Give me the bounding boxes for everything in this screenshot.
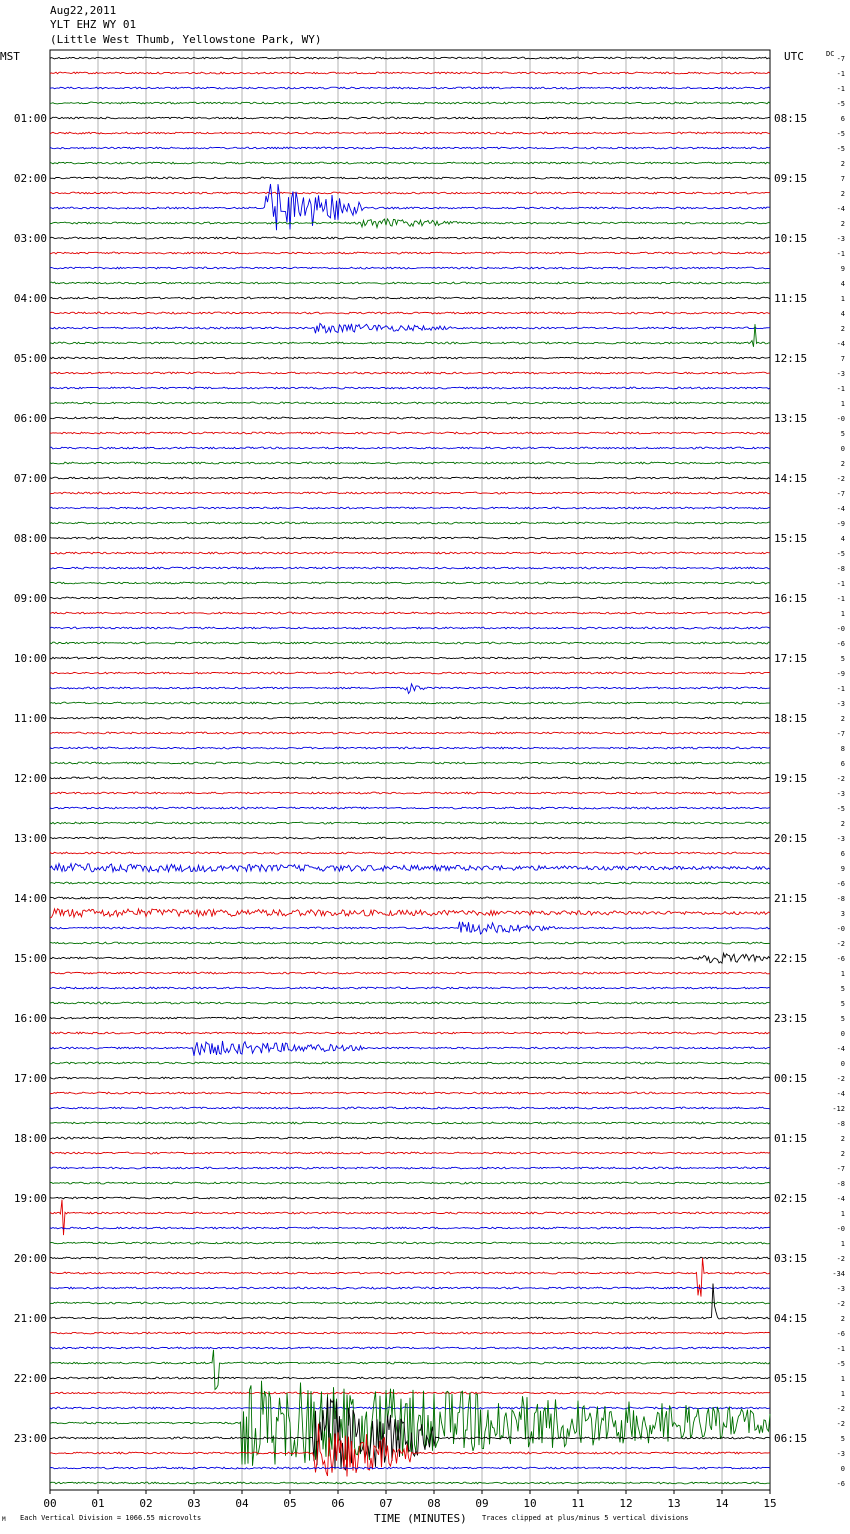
dc-offset-value: 1 — [840, 1240, 845, 1248]
left-hour-label: 18:00 — [13, 1132, 47, 1145]
dc-offset-value: -3 — [836, 790, 845, 798]
station-location: (Little West Thumb, Yellowstone Park, WY) — [50, 33, 322, 46]
seismic-trace — [50, 807, 770, 809]
seismic-trace — [50, 627, 770, 629]
left-hour-label: 22:00 — [13, 1372, 47, 1385]
plot-date: Aug22,2011 — [50, 4, 117, 17]
dc-offset-value: -3 — [836, 700, 845, 708]
dc-offset-value: -2 — [836, 775, 845, 783]
seismic-trace — [50, 1062, 770, 1064]
seismic-trace — [50, 972, 770, 974]
seismic-trace — [50, 147, 770, 149]
seismic-trace — [50, 1032, 770, 1034]
dc-offset-value: 2 — [840, 1135, 845, 1143]
seismic-trace — [50, 102, 770, 104]
dc-offset-value: -9 — [836, 520, 845, 528]
dc-offset-value: -4 — [836, 1090, 845, 1098]
dc-offset-value: -4 — [836, 1195, 845, 1203]
seismic-trace — [50, 1077, 770, 1079]
seismic-trace — [50, 252, 770, 254]
dc-offset-value: -5 — [836, 550, 845, 558]
x-tick-label: 00 — [43, 1497, 57, 1510]
left-hour-label: 13:00 — [13, 832, 47, 845]
seismic-trace — [50, 1197, 770, 1199]
plot-frame — [50, 50, 770, 1490]
dc-offset-value: 1 — [840, 970, 845, 978]
corner-mark: M — [2, 1516, 6, 1523]
dc-offset-value: 1 — [840, 1390, 845, 1398]
dc-offset-value: 5 — [840, 985, 845, 993]
dc-offset-value: 5 — [840, 1000, 845, 1008]
seismic-trace — [50, 1227, 770, 1229]
dc-offset-value: 7 — [840, 355, 845, 363]
dc-offset-value: 8 — [840, 745, 845, 753]
seismic-trace — [50, 1152, 770, 1154]
dc-offset-header: DC — [826, 50, 835, 58]
seismic-trace — [50, 1182, 770, 1184]
dc-offset-value: 2 — [840, 190, 845, 198]
right-hour-label: 15:15 — [774, 532, 808, 545]
dc-offset-value: 2 — [840, 1150, 845, 1158]
seismic-trace — [50, 267, 770, 269]
station-code: YLT EHZ WY 01 — [50, 18, 137, 31]
dc-offset-value: 0 — [840, 1465, 845, 1473]
left-hour-label: 07:00 — [13, 472, 47, 485]
left-hour-label: 12:00 — [13, 772, 47, 785]
seismic-trace — [50, 219, 770, 228]
dc-offset-value: -5 — [836, 805, 845, 813]
right-hour-label: 17:15 — [774, 652, 808, 665]
right-hour-label: 00:15 — [774, 1072, 808, 1085]
seismic-trace — [50, 777, 770, 779]
dc-offset-value: -7 — [836, 490, 845, 498]
dc-offset-value: -4 — [836, 340, 845, 348]
dc-offset-value: -0 — [836, 925, 845, 933]
dc-offset-value: 9 — [840, 265, 845, 273]
seismic-trace — [50, 897, 770, 899]
dc-offset-value: -2 — [836, 1075, 845, 1083]
right-hour-label: 19:15 — [774, 772, 808, 785]
seismic-trace — [50, 1302, 770, 1304]
seismic-trace — [50, 922, 770, 934]
dc-offset-value: -3 — [836, 835, 845, 843]
dc-offset-value: 2 — [840, 715, 845, 723]
seismic-trace — [50, 612, 770, 614]
dc-offset-value: -6 — [836, 1330, 845, 1338]
right-hour-label: 08:15 — [774, 112, 808, 125]
dc-offset-value: 0 — [840, 445, 845, 453]
dc-offset-value: -6 — [836, 640, 845, 648]
seismic-trace — [50, 537, 770, 539]
right-timezone-label: UTC — [784, 50, 804, 63]
dc-offset-value: 5 — [840, 1015, 845, 1023]
dc-offset-value: -4 — [836, 205, 845, 213]
dc-offset-value: -2 — [836, 1300, 845, 1308]
dc-offset-value: 2 — [840, 460, 845, 468]
seismic-trace — [50, 942, 770, 944]
right-hour-label: 14:15 — [774, 472, 808, 485]
left-timezone-label: MST — [0, 50, 20, 63]
left-hour-label: 02:00 — [13, 172, 47, 185]
x-axis-label: TIME (MINUTES) — [374, 1512, 467, 1525]
seismic-trace — [50, 87, 770, 89]
x-tick-label: 09 — [475, 1497, 489, 1510]
seismic-trace — [50, 522, 770, 524]
left-hour-label: 17:00 — [13, 1072, 47, 1085]
dc-offset-value: -3 — [836, 235, 845, 243]
seismic-trace — [50, 552, 770, 554]
dc-offset-value: 0 — [840, 1030, 845, 1038]
seismic-trace — [50, 462, 770, 464]
dc-offset-value: -8 — [836, 1180, 845, 1188]
seismic-trace — [50, 762, 770, 764]
right-hour-label: 04:15 — [774, 1312, 808, 1325]
seismic-trace — [50, 357, 770, 359]
right-hour-label: 06:15 — [774, 1432, 808, 1445]
dc-offset-value: -34 — [832, 1270, 845, 1278]
left-hour-label: 16:00 — [13, 1012, 47, 1025]
left-hour-label: 21:00 — [13, 1312, 47, 1325]
dc-offset-value: -3 — [836, 1450, 845, 1458]
dc-offset-value: -9 — [836, 670, 845, 678]
dc-offset-value: -2 — [836, 1255, 845, 1263]
x-tick-label: 07 — [379, 1497, 393, 1510]
seismic-trace — [50, 852, 770, 854]
dc-offset-value: 4 — [840, 535, 845, 543]
seismic-trace — [50, 387, 770, 389]
dc-offset-value: -5 — [836, 130, 845, 138]
seismic-trace — [50, 1167, 770, 1169]
seismic-trace — [50, 492, 770, 494]
seismic-trace — [50, 567, 770, 569]
x-tick-label: 14 — [715, 1497, 729, 1510]
dc-offset-value: 2 — [840, 325, 845, 333]
x-tick-label: 15 — [763, 1497, 777, 1510]
dc-offset-value: -6 — [836, 1480, 845, 1488]
seismic-trace — [50, 1041, 770, 1056]
dc-offset-value: -1 — [836, 250, 845, 258]
x-tick-label: 06 — [331, 1497, 345, 1510]
seismic-trace — [50, 192, 770, 194]
dc-offset-value: -3 — [836, 370, 845, 378]
right-hour-label: 02:15 — [774, 1192, 808, 1205]
x-tick-label: 04 — [235, 1497, 249, 1510]
dc-offset-value: 7 — [840, 175, 845, 183]
seismic-trace — [50, 372, 770, 374]
left-hour-label: 05:00 — [13, 352, 47, 365]
dc-offset-value: -8 — [836, 565, 845, 573]
right-hour-label: 18:15 — [774, 712, 808, 725]
left-hour-label: 01:00 — [13, 112, 47, 125]
dc-offset-value: -5 — [836, 1360, 845, 1368]
dc-offset-value: 5 — [840, 655, 845, 663]
x-tick-label: 13 — [667, 1497, 681, 1510]
dc-offset-value: 1 — [840, 1210, 845, 1218]
right-hour-label: 20:15 — [774, 832, 808, 845]
left-hour-label: 10:00 — [13, 652, 47, 665]
x-tick-label: 01 — [91, 1497, 105, 1510]
left-hour-label: 03:00 — [13, 232, 47, 245]
left-hour-label: 23:00 — [13, 1432, 47, 1445]
left-hour-label: 04:00 — [13, 292, 47, 305]
seismic-trace — [50, 684, 770, 694]
seismic-trace — [50, 953, 770, 963]
seismic-trace — [50, 1332, 770, 1334]
seismic-trace — [50, 57, 770, 59]
right-hour-label: 01:15 — [774, 1132, 808, 1145]
x-tick-label: 05 — [283, 1497, 297, 1510]
seismic-trace — [50, 582, 770, 584]
seismic-trace — [50, 432, 770, 434]
right-hour-label: 22:15 — [774, 952, 808, 965]
right-hour-label: 10:15 — [774, 232, 808, 245]
seismic-trace — [50, 1350, 770, 1390]
seismic-trace — [50, 417, 770, 419]
seismic-trace — [50, 507, 770, 509]
seismic-trace — [50, 1092, 770, 1094]
seismic-trace — [50, 732, 770, 734]
dc-offset-value: 5 — [840, 1435, 845, 1443]
dc-offset-value: -6 — [836, 955, 845, 963]
seismic-trace — [50, 117, 770, 119]
right-hour-label: 11:15 — [774, 292, 808, 305]
seismic-trace — [50, 1137, 770, 1139]
x-tick-label: 12 — [619, 1497, 633, 1510]
dc-offset-value: -0 — [836, 625, 845, 633]
dc-offset-value: -1 — [836, 70, 845, 78]
left-hour-label: 20:00 — [13, 1252, 47, 1265]
seismic-trace — [50, 323, 770, 333]
seismic-trace — [50, 717, 770, 719]
seismic-trace — [50, 1287, 770, 1289]
right-hour-label: 23:15 — [774, 1012, 808, 1025]
seismic-trace — [50, 702, 770, 704]
seismic-trace — [50, 72, 770, 74]
left-hour-label: 14:00 — [13, 892, 47, 905]
seismic-trace — [50, 987, 770, 989]
dc-offset-value: -4 — [836, 1045, 845, 1053]
dc-offset-value: 4 — [840, 310, 845, 318]
seismic-trace — [50, 864, 770, 872]
dc-offset-value: -2 — [836, 1405, 845, 1413]
dc-offset-value: 4 — [840, 280, 845, 288]
dc-offset-value: -7 — [836, 1165, 845, 1173]
dc-offset-value: -8 — [836, 895, 845, 903]
seismic-trace — [50, 1107, 770, 1109]
right-hour-label: 21:15 — [774, 892, 808, 905]
dc-offset-value: 1 — [840, 1375, 845, 1383]
seismic-trace — [50, 282, 770, 284]
x-tick-label: 11 — [571, 1497, 585, 1510]
dc-offset-value: -2 — [836, 475, 845, 483]
seismic-trace — [50, 792, 770, 794]
left-hour-label: 11:00 — [13, 712, 47, 725]
seismic-trace — [50, 1392, 770, 1394]
dc-offset-value: -1 — [836, 85, 845, 93]
dc-offset-value: -7 — [836, 55, 845, 63]
dc-offset-value: 5 — [840, 430, 845, 438]
dc-offset-value: 1 — [840, 295, 845, 303]
seismic-trace — [50, 642, 770, 644]
dc-offset-value: 1 — [840, 400, 845, 408]
dc-offset-value: -1 — [836, 580, 845, 588]
seismic-trace — [50, 1258, 770, 1297]
seismic-trace — [50, 837, 770, 839]
seismic-trace — [50, 402, 770, 404]
dc-offset-value: -5 — [836, 100, 845, 108]
dc-offset-value: -1 — [836, 385, 845, 393]
seismic-trace — [50, 297, 770, 299]
seismic-trace — [50, 177, 770, 179]
left-hour-label: 09:00 — [13, 592, 47, 605]
seismic-trace — [50, 1467, 770, 1469]
dc-offset-value: -1 — [836, 1345, 845, 1353]
seismic-trace — [50, 822, 770, 824]
x-tick-label: 02 — [139, 1497, 153, 1510]
dc-offset-value: 6 — [840, 850, 845, 858]
seismic-trace — [50, 597, 770, 599]
seismic-trace — [50, 909, 770, 918]
dc-offset-value: 1 — [840, 610, 845, 618]
seismic-trace — [50, 477, 770, 479]
dc-offset-value: 2 — [840, 1315, 845, 1323]
seismic-trace — [50, 312, 770, 314]
right-hour-label: 09:15 — [774, 172, 808, 185]
seismic-trace — [50, 657, 770, 659]
dc-offset-value: -2 — [836, 940, 845, 948]
left-hour-label: 15:00 — [13, 952, 47, 965]
seismic-trace — [50, 1377, 770, 1379]
x-tick-label: 10 — [523, 1497, 537, 1510]
seismic-trace — [50, 1242, 770, 1244]
dc-offset-value: 9 — [840, 865, 845, 873]
dc-offset-value: 2 — [840, 160, 845, 168]
dc-offset-value: -3 — [836, 1285, 845, 1293]
seismic-trace — [50, 1347, 770, 1349]
right-hour-label: 16:15 — [774, 592, 808, 605]
seismic-trace — [50, 1200, 770, 1235]
dc-offset-value: -12 — [832, 1105, 845, 1113]
right-hour-label: 03:15 — [774, 1252, 808, 1265]
dc-offset-value: -6 — [836, 880, 845, 888]
seismic-trace — [50, 1002, 770, 1004]
dc-offset-value: -5 — [836, 145, 845, 153]
seismic-trace — [50, 447, 770, 449]
dc-offset-value: -2 — [836, 1420, 845, 1428]
seismic-trace — [50, 747, 770, 749]
seismic-trace — [50, 1017, 770, 1019]
dc-offset-value: -1 — [836, 685, 845, 693]
dc-offset-value: 3 — [840, 910, 845, 918]
left-hour-label: 08:00 — [13, 532, 47, 545]
right-hour-label: 13:15 — [774, 412, 808, 425]
dc-offset-value: 6 — [840, 115, 845, 123]
dc-offset-value: -0 — [836, 1225, 845, 1233]
seismic-trace — [50, 1122, 770, 1124]
dc-offset-value: -7 — [836, 730, 845, 738]
left-hour-label: 19:00 — [13, 1192, 47, 1205]
dc-offset-value: 0 — [840, 1060, 845, 1068]
x-tick-label: 03 — [187, 1497, 201, 1510]
seismic-trace — [50, 162, 770, 164]
seismic-trace — [50, 672, 770, 674]
dc-offset-value: -0 — [836, 415, 845, 423]
vertical-division-note: Each Vertical Division = 1066.55 microvolts — [20, 1514, 202, 1522]
x-tick-label: 08 — [427, 1497, 441, 1510]
seismic-trace — [50, 1257, 770, 1259]
left-hour-label: 06:00 — [13, 412, 47, 425]
seismic-trace — [50, 237, 770, 239]
right-hour-label: 05:15 — [774, 1372, 808, 1385]
clipping-note: Traces clipped at plus/minus 5 vertical divisions — [482, 1514, 689, 1522]
seismic-trace — [50, 1482, 770, 1484]
dc-offset-value: 2 — [840, 820, 845, 828]
dc-offset-value: -4 — [836, 505, 845, 513]
dc-offset-value: -1 — [836, 595, 845, 603]
seismic-trace — [50, 882, 770, 884]
dc-offset-value: -8 — [836, 1120, 845, 1128]
right-hour-label: 12:15 — [774, 352, 808, 365]
dc-offset-value: 6 — [840, 760, 845, 768]
seismic-trace — [50, 132, 770, 134]
dc-offset-value: 2 — [840, 220, 845, 228]
